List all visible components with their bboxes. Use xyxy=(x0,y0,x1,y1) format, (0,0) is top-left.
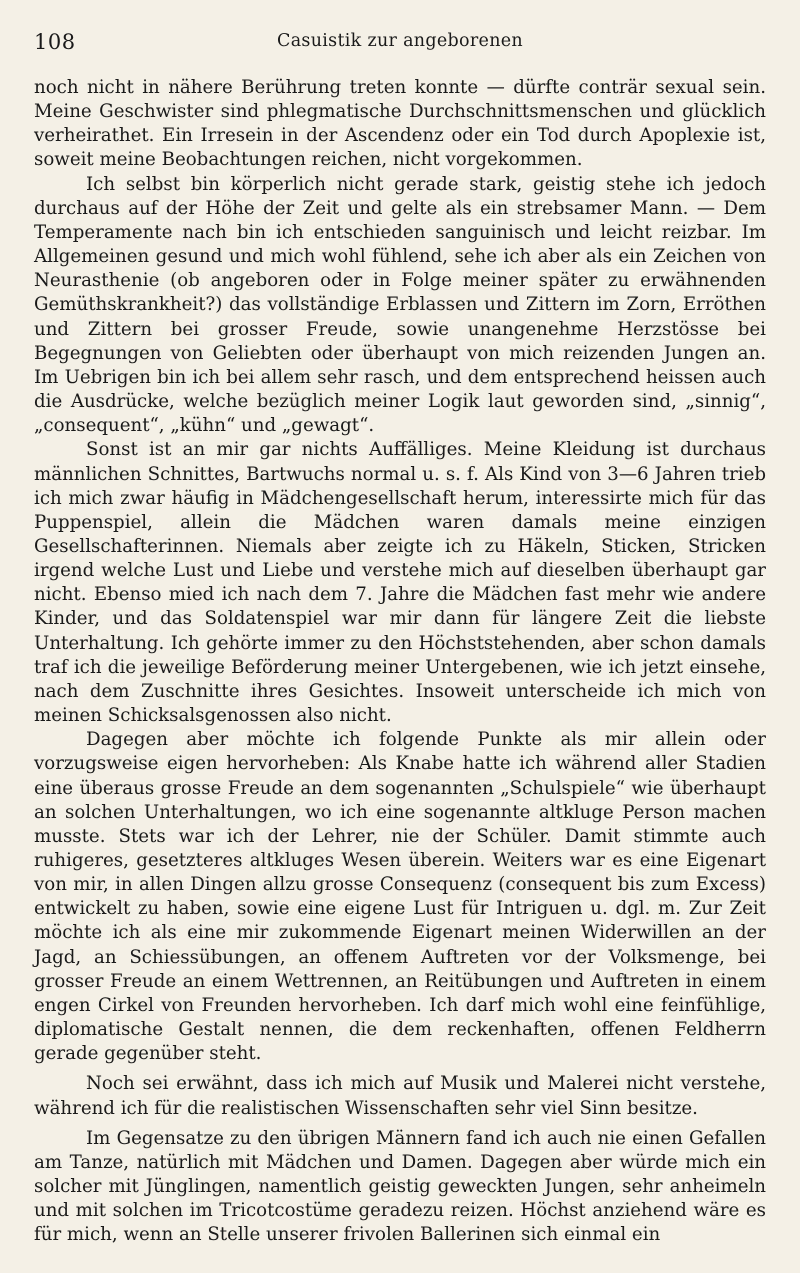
paragraph-4: Dagegen aber möchte ich folgende Punkte als mir allein oder vorzugsweise eigen hervorheben: Als Knabe hatte ich während aller Stadien eine überaus grosse Freude an dem sogenannten „Schulspiele“ wie überhaupt an solchen Unterhaltungen, wo ich eine sogenannte altkluge Person machen musste. Stets war ich der Lehrer, nie der Schüler. Damit stimmte auch ruhigeres, gesetzteres altkluges Wesen überein. Weiters war es eine Eigenart von mir, in allen Dingen allzu grosse Consequenz (consequent bis zum Excess) entwickelt zu haben, sowie eine eigene Lust für Intriguen u. dgl. m. Zur Zeit möchte ich als eine mir zukommende Eigenart meinen Widerwillen an der Jagd, an Schiessübungen, an offenem Auftreten vor der Volksmenge, bei grosser Freude an einem Wettrennen, an Reitübungen und Auftreten in einem engen Cirkel von Freunden hervorheben. Ich darf mich wohl eine feinfühlige, diplomatische Gestalt nennen, die dem reckenhaften, offenen Feldherrn gerade gegenüber steht. xyxy=(34,729,766,1065)
paragraph-2: Ich selbst bin körperlich nicht gerade stark, geistig stehe ich jedoch durchaus auf der Höhe der Zeit und gelte als ein strebsamer Mann. — Dem Temperamente nach bin ich entschieden sanguinisch und leicht reizbar. Im Allgemeinen gesund und mich wohl fühlend, sehe ich aber als ein Zeichen von Neurasthenie (ob angeboren oder in Folge meiner später zu erwähnenden Gemüthskrankheit?) das vollständige Erblassen und Zittern im Zorn, Erröthen und Zittern bei grosser Freude, sowie unangenehme Herzstösse bei Begegnungen von Geliebten oder überhaupt von mich reizenden Jungen an. Im Uebrigen bin ich bei allem sehr rasch, und dem entsprechend heissen auch die Ausdrücke, welche bezüglich meiner Logik laut geworden sind, „sinnig“, „consequent“, „kühn“ und „gewagt“. xyxy=(34,173,766,437)
running-title: Casuistik zur angeborenen xyxy=(277,31,523,51)
paragraph-5: Noch sei erwähnt, dass ich mich auf Musik und Malerei nicht verstehe, während ich für die realistischen Wissenschaften sehr viel Sinn besitze. xyxy=(34,1073,766,1119)
running-head xyxy=(34,26,766,66)
paragraph-1: noch nicht in nähere Berührung treten konnte — dürfte conträr sexual sein. Meine Geschwister sind phlegmatische Durchschnittsmenschen und glücklich verheirathet. Ein Irresein in der Ascendenz oder ein Tod durch Apoplexie ist, soweit meine Beobachtungen reichen, nicht vorgekommen. xyxy=(34,77,766,171)
body-text xyxy=(34,76,766,1248)
paragraph-6: Im Gegensatze zu den übrigen Männern fand ich auch nie einen Gefallen am Tanze, natürlich mit Mädchen und Damen. Dagegen aber würde mich ein solcher mit Jünglingen, namentlich geistig geweckten Jungen, sehr anheimeln und mit solchen im Tricotcostüme geradezu reizen. Höchst anziehend wäre es für mich, wenn an Stelle unserer frivolen Ballerinen sich einmal ein xyxy=(34,1127,766,1246)
paragraph-3: Sonst ist an mir gar nichts Auffälliges. Meine Kleidung ist durchaus männlichen Schnittes, Bartwuchs normal u. s. f. Als Kind von 3—6 Jahren trieb ich mich zwar häufig in Mädchengesellschaft herum, interessirte mich für das Puppenspiel, allein die Mädchen waren damals meine einzigen Gesellschafterinnen. Niemals aber zeigte ich zu Häkeln, Sticken, Stricken irgend welche Lust und Liebe und verstehe mich auf dieselben überhaupt gar nicht. Ebenso mied ich nach dem 7. Jahre die Mädchen fast mehr wie andere Kinder, und das Soldatenspiel war mir dann für längere Zeit die liebste Unterhaltung. Ich gehörte immer zu den Höchststehenden, aber schon damals traf ich die jeweilige Beförderung meiner Untergebenen, wie ich jetzt einsehe, nach dem Zuschnitte ihres Gesichtes. Insoweit unterscheide ich mich von meinen Schicksalsgenossen also nicht. xyxy=(34,439,766,727)
page-number: 108 xyxy=(34,30,76,54)
